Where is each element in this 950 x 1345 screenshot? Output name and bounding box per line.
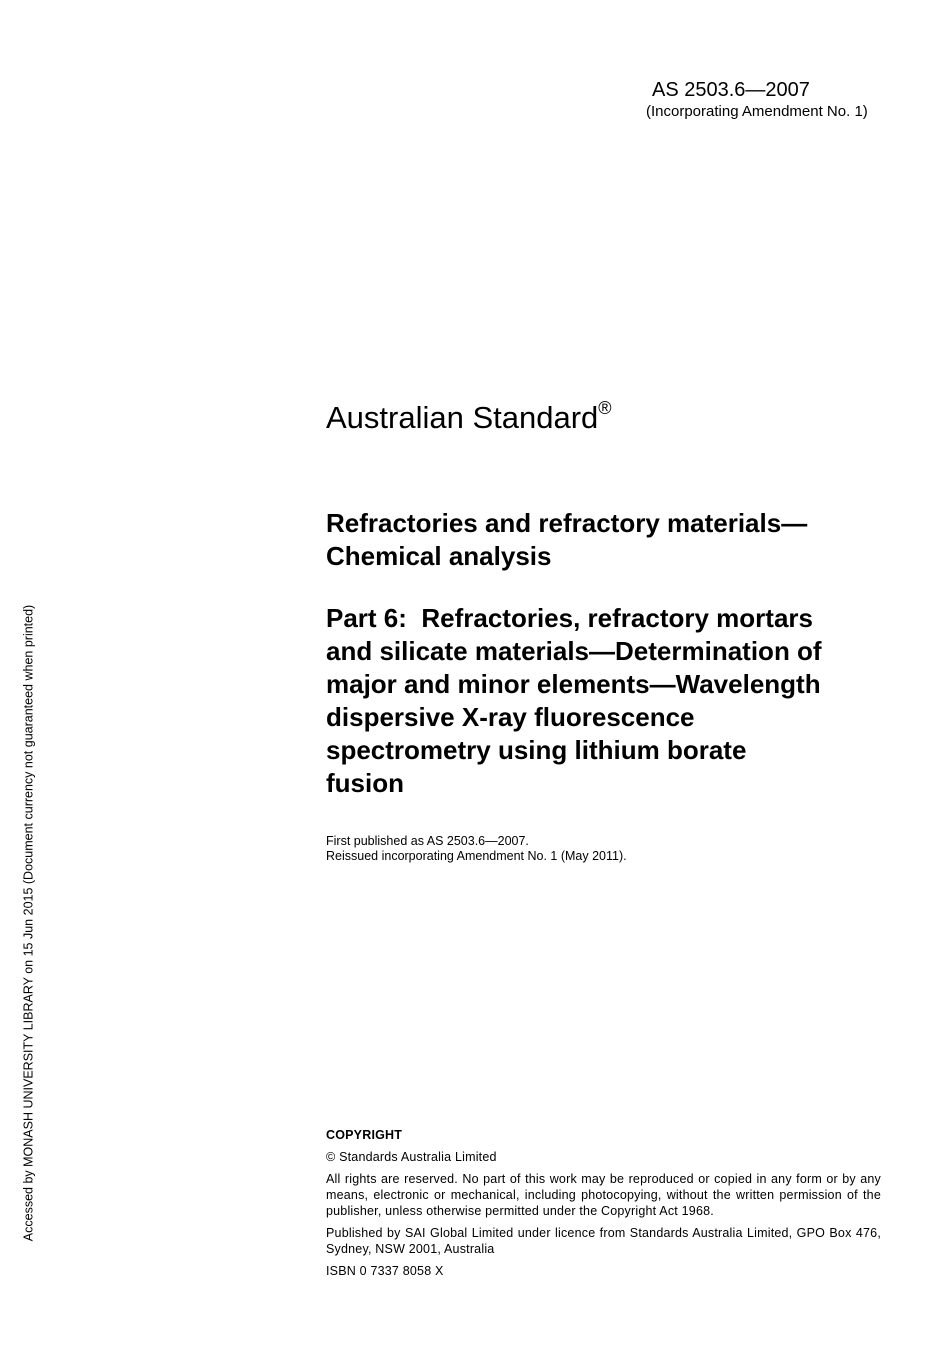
part-title-line: spectrometry using lithium borate xyxy=(326,735,747,765)
part-title-line: fusion xyxy=(326,768,404,798)
part-title-line: Part 6: Refractories, refractory mortars xyxy=(326,603,813,633)
brand-name: Australian Standard xyxy=(326,400,599,435)
publication-history xyxy=(326,834,627,864)
copyright-heading: COPYRIGHT xyxy=(326,1128,403,1142)
standard-brand xyxy=(326,398,612,438)
copyright-block xyxy=(326,1127,881,1285)
first-published-note: First published as AS 2503.6—2007. xyxy=(326,834,529,848)
document-title xyxy=(326,507,906,573)
amendment-note: (Incorporating Amendment No. 1) xyxy=(646,103,868,120)
publisher-text: Published by SAI Global Limited under licence from Standards Australia Limited, GPO Box 476, Sydney, NSW 2001, Australia xyxy=(326,1226,881,1256)
access-watermark: Accessed by MONASH UNIVERSITY LIBRARY on 15 Jun 2015 (Document currency not guaranteed when printed) xyxy=(21,604,36,1242)
isbn: ISBN 0 7337 8058 X xyxy=(326,1264,444,1278)
title-line: Refractories and refractory materials— xyxy=(326,508,808,538)
title-line: Chemical analysis xyxy=(326,541,552,571)
copyright-holder: © Standards Australia Limited xyxy=(326,1150,497,1164)
part-title-line: and silicate materials—Determination of xyxy=(326,636,822,666)
part-title-line: major and minor elements—Wavelength xyxy=(326,669,821,699)
part-title xyxy=(326,602,926,800)
part-title-line: dispersive X-ray fluorescence xyxy=(326,702,695,732)
registered-mark: ® xyxy=(598,398,612,418)
reissued-note: Reissued incorporating Amendment No. 1 (May 2011). xyxy=(326,849,627,863)
copyright-rights-text: All rights are reserved. No part of this work may be reproduced or copied in any form or by any means, electronic or mechanical, including photocopying, without the written permission of the publisher, unless otherwise permitted under the Copyright Act 1968. xyxy=(326,1172,881,1218)
standard-number: AS 2503.6—2007 xyxy=(652,79,810,101)
